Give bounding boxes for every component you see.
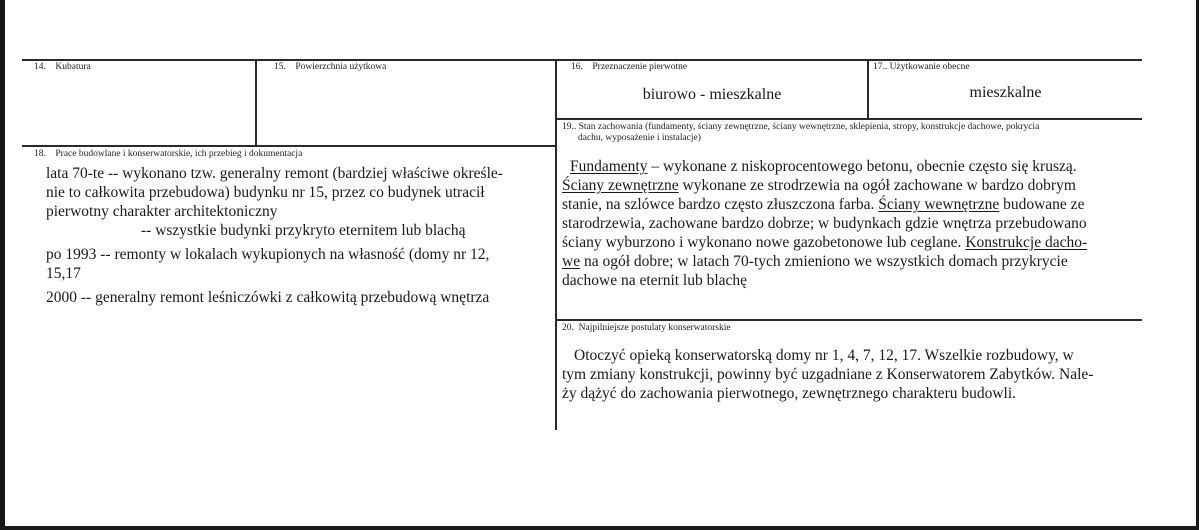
field-19-line-5 <box>562 233 1142 252</box>
field-15-number: 15. <box>274 62 286 72</box>
field-17-label <box>873 62 970 73</box>
divider-14-15 <box>255 59 257 147</box>
field-19-title-line2: dachu, wyposażenie i instalacje) <box>578 133 701 143</box>
field-18-content <box>46 164 551 307</box>
field-19-text: – wykonane z niskoprocentowego betonu, obecnie często się kruszą. <box>647 158 1077 175</box>
field-18-line: lata 70-te -- wykonano tzw. generalny remont (bardziej właściwe określe- <box>46 165 503 182</box>
field-19-title-line1: Stan zachowania (fundamenty, ściany zewnętrzne, ściany wewnętrzne, sklepienia, stropy, konstrukcje dachowe, pokrycia <box>578 122 1040 132</box>
field-15-title: Powierzchnia użytkowa <box>295 62 387 72</box>
konstrukcje-dachowe-heading: Konstrukcje dacho- <box>965 234 1088 251</box>
field-15-label <box>274 62 386 73</box>
row1-bottom-right <box>556 118 1142 120</box>
field-19-line-2 <box>562 176 1142 195</box>
field-19-text: stanie, na szlówce bardzo często złuszczona farba. <box>562 196 879 213</box>
field-19-label <box>562 122 1132 144</box>
field-16-value: biurowo - mieszkalne <box>642 86 782 103</box>
field-20-number: 20. <box>562 323 574 333</box>
konstrukcje-dachowe-heading-cont: we <box>562 253 581 270</box>
field-17-value: mieszkalne <box>969 84 1042 101</box>
field-20-line: Otoczyć opieką konserwatorską domy nr 1, 4, 7, 12, 17. Wszelkie rozbudowy, w <box>574 347 1074 364</box>
field-17-number: 17.. <box>873 62 888 72</box>
field-14-number: 14. <box>34 62 46 72</box>
field-18-number: 18. <box>34 149 46 159</box>
field-17-title: Użytkowanie obecne <box>889 62 970 72</box>
field-19-line-1 <box>562 157 1142 176</box>
field-18-line: nie to całkowita przebudowa) budynku nr 15, przez co budynek utracił <box>46 184 485 201</box>
field-19-text: budowane ze <box>999 196 1085 213</box>
field-19-line-4: starodrzewia, zachowane bardzo dobrze; w budynkach gdzie wnętrza przebudowano <box>562 215 1087 232</box>
sciany-zewnetrzne-heading: Ściany zewnętrzne <box>562 177 679 194</box>
field-14-title: Kubatura <box>55 62 91 72</box>
field-18-line: po 1993 -- remonty w lokalach wykupionych na własność (domy nr 12, <box>46 246 490 263</box>
field-20-title: Najpilniejsze postulaty konserwatorskie <box>578 323 731 333</box>
field-19-line-7: dachowe na eternit lub blachę <box>562 272 748 289</box>
page-edge-left <box>0 0 5 530</box>
field-16-title: Przeznaczenie pierwotne <box>592 62 688 72</box>
field-20-content <box>562 346 1142 403</box>
field-19-text: na ogół dobre; w latach 70-tych zmieniono we wszystkich domach przykrycie <box>580 253 1068 270</box>
field-20-label <box>562 323 731 334</box>
field-20-line: tym zmiany konstrukcji, powinny być uzgadniane z Konserwatorem Zabytków. Nale- <box>562 366 1094 383</box>
field-19-text: ściany wyburzono i wykonano nowe gazobetonowe lub ceglane. <box>562 234 966 251</box>
field-19-text: wykonane ze strodrzewia na ogół zachowane w bardzo dobrym <box>678 177 1076 194</box>
top-border <box>22 59 1142 61</box>
field-18-line: pierwotny charakter architektoniczny <box>46 203 278 220</box>
field-20-line: ży dążyć do zachowania pierwotnego, zewnętrznego charakteru budowli. <box>562 385 1017 402</box>
section19-bottom <box>556 319 1142 321</box>
field-18-line: 2000 -- generalny remont leśniczówki z całkowitą przebudową wnętrza <box>46 289 490 306</box>
sciany-wewnetrzne-heading: Ściany wewnętrzne <box>878 196 1000 213</box>
field-18-line: 15,17 <box>46 265 81 282</box>
field-19-number: 19.. <box>562 122 577 132</box>
row1-bottom-left <box>22 145 556 147</box>
page-edge-bottom <box>0 526 1199 530</box>
field-18-title: Prace budowlane i konserwatorskie, ich przebieg i dokumentacja <box>55 149 303 159</box>
field-16-label <box>571 62 687 73</box>
field-18-label <box>34 149 302 160</box>
field-19-line-6 <box>562 252 1142 271</box>
field-19-content <box>562 157 1142 290</box>
field-16-number: 16. <box>571 62 583 72</box>
divider-left-right <box>555 59 557 430</box>
field-18-line: -- wszystkie budynki przykryto eternitem lub blachą <box>141 222 466 239</box>
field-14-label <box>34 62 91 73</box>
fundamenty-heading: Fundamenty <box>570 158 648 175</box>
field-19-line-3 <box>562 195 1142 214</box>
